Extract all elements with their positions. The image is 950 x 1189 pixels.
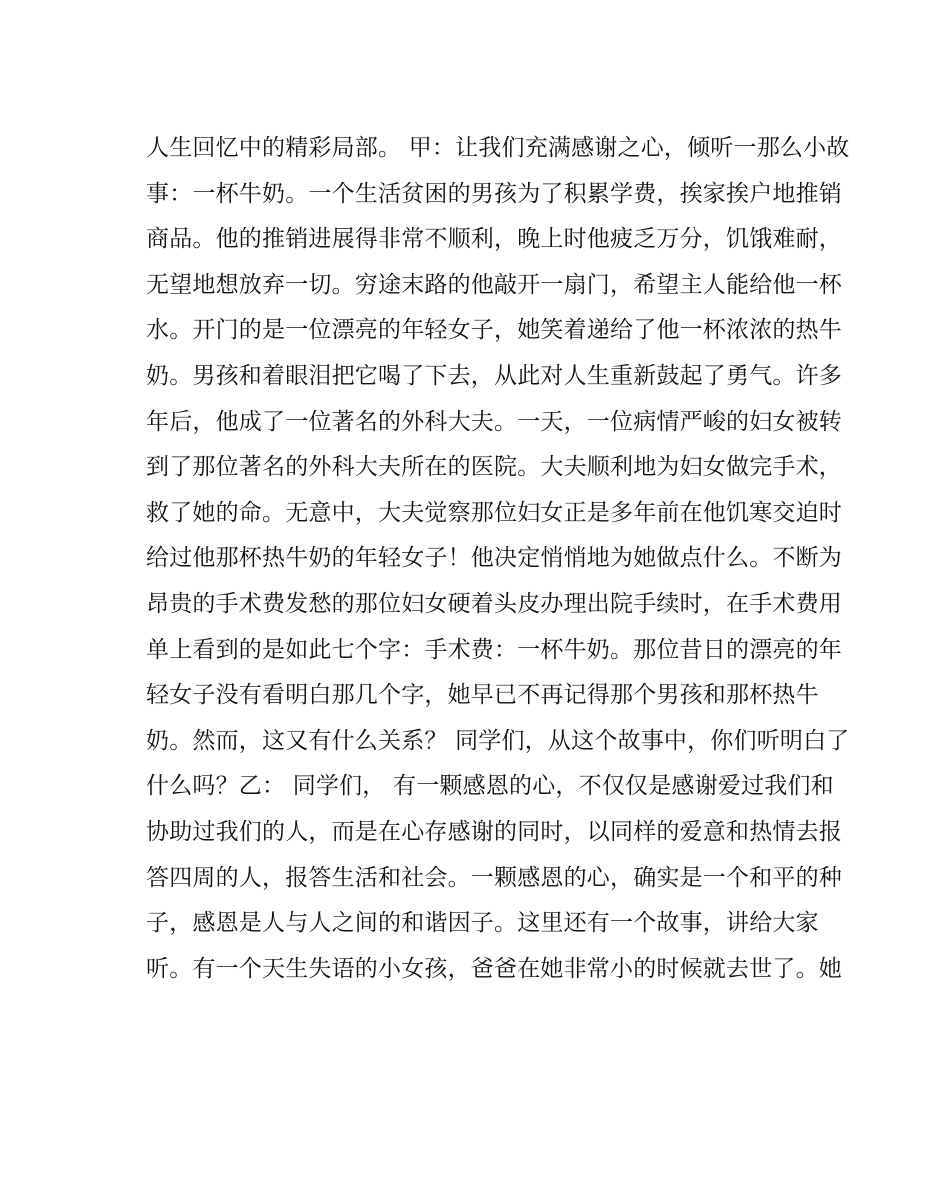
text-line-18: 子，感恩是人与人之间的和谐因子。这里还有一个故事，讲给大家 — [146, 910, 819, 937]
text-line-9: 救了她的命。无意中，大夫觉察那位妇女正是多年前在他饥寒交迫时 — [146, 499, 842, 526]
text-line-8: 到了那位著名的外科大夫所在的医院。大夫顺利地为妇女做完手术， — [146, 454, 842, 481]
body-text — [146, 126, 850, 992]
text-line-14: 奶。然而，这又有什么关系？ 同学们，从这个故事中，你们听明白了 — [146, 727, 850, 754]
text-line-12: 单上看到的是如此七个字：手术费：一杯牛奶。那位昔日的漂亮的年 — [146, 636, 842, 663]
text-line-10: 给过他那杯热牛奶的年轻女子！他决定悄悄地为她做点什么。不断为 — [146, 545, 842, 572]
text-line-4: 无望地想放弃一切。穷途末路的他敲开一扇门，希望主人能给他一杯 — [146, 271, 842, 298]
text-line-16: 协助过我们的人，而是在心存感谢的同时，以同样的爱意和热情去报 — [146, 818, 842, 845]
text-line-7: 年后，他成了一位著名的外科大夫。一天，一位病情严峻的妇女被转 — [146, 408, 842, 435]
text-line-19: 听。有一个天生失语的小女孩，爸爸在她非常小的时候就去世了。她 — [146, 955, 842, 982]
text-line-2: 事：一杯牛奶。一个生活贫困的男孩为了积累学费，挨家挨户地推销 — [146, 180, 842, 207]
text-line-13: 轻女子没有看明白那几个字，她早已不再记得那个男孩和那杯热牛 — [146, 682, 819, 709]
text-line-17: 答四周的人，报答生活和社会。一颗感恩的心，确实是一个和平的种 — [146, 864, 842, 891]
text-line-1: 人生回忆中的精彩局部。 甲：让我们充满感谢之心，倾听一那么小故 — [146, 135, 850, 161]
text-line-5: 水。开门的是一位漂亮的年轻女子，她笑着递给了他一杯浓浓的热牛 — [146, 317, 842, 344]
text-line-3: 商品。他的推销进展得非常不顺利，晚上时他疲乏万分，饥饿难耐， — [146, 226, 842, 253]
text-line-15: 什么吗？乙： 同学们， 有一颗感恩的心，不仅仅是感谢爱过我们和 — [146, 773, 834, 800]
text-line-6: 奶。男孩和着眼泪把它喝了下去，从此对人生重新鼓起了勇气。许多 — [146, 362, 842, 389]
text-line-11: 昂贵的手术费发愁的那位妇女硬着头皮办理出院手续时，在手术费用 — [146, 590, 842, 617]
